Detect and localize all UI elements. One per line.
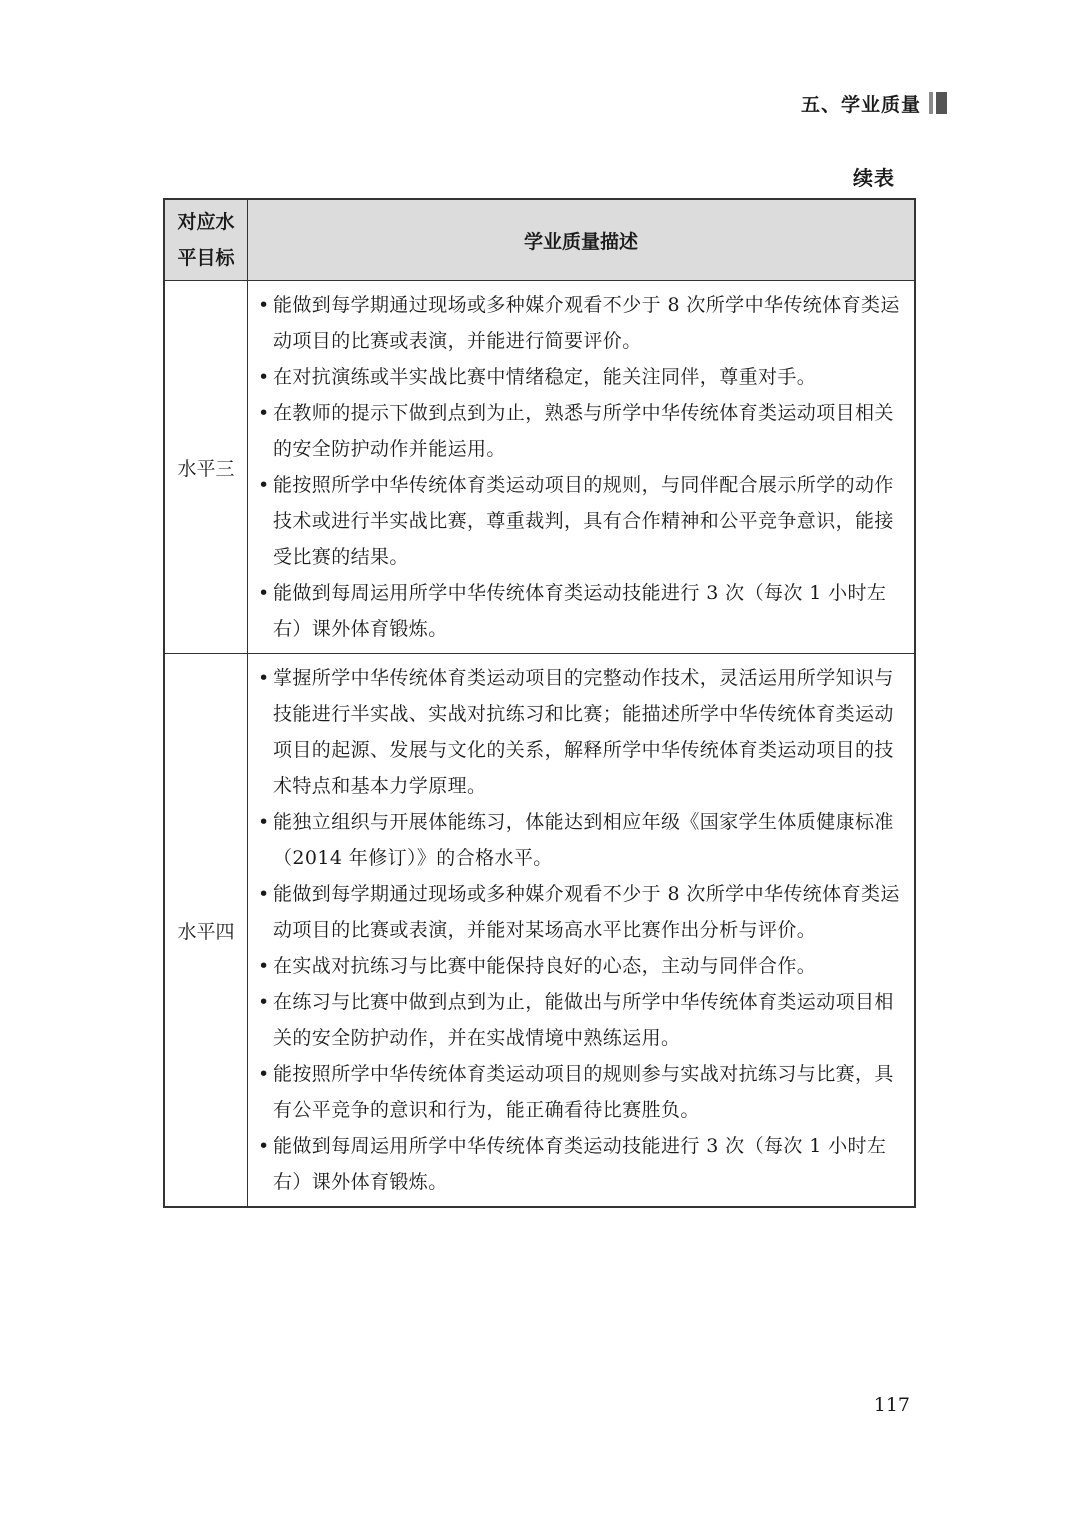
header-bar-icon	[929, 91, 947, 115]
bullet-icon: •	[258, 883, 270, 905]
description-cell	[248, 654, 916, 1208]
bullet-icon: •	[258, 991, 270, 1013]
level-cell: 水平三	[164, 281, 248, 654]
running-header	[801, 88, 947, 118]
bullet-icon: •	[258, 582, 270, 604]
list-item	[258, 876, 910, 948]
item-text: 能按照所学中华传统体育类运动项目的规则，与同伴配合展示所学的动作技术或进行半实战比赛，尊重裁判，具有合作精神和公平竞争意识，能接受比赛的结果。	[273, 474, 894, 568]
item-text: 在对抗演练或半实战比赛中情绪稳定，能关注同伴，尊重对手。	[273, 366, 817, 388]
item-text: 能独立组织与开展体能练习，体能达到相应年级《国家学生体质健康标准（2014 年修订）》的合格水平。	[273, 811, 894, 869]
bullet-icon: •	[258, 366, 270, 388]
bullet-icon: •	[258, 667, 270, 689]
list-item	[258, 287, 910, 359]
item-text: 能按照所学中华传统体育类运动项目的规则参与实战对抗练习与比赛，具有公平竞争的意识和行为，能正确看待比赛胜负。	[273, 1063, 894, 1121]
item-text: 在练习与比赛中做到点到为止，能做出与所学中华传统体育类运动项目相关的安全防护动作，并在实战情境中熟练运用。	[273, 991, 894, 1049]
list-item	[258, 467, 910, 575]
table-caption: 续表	[853, 166, 895, 190]
list-item	[258, 660, 910, 804]
table-header-row	[164, 199, 915, 281]
list-item	[258, 1056, 910, 1128]
bullet-icon: •	[258, 955, 270, 977]
table-row	[164, 281, 915, 654]
item-text: 在教师的提示下做到点到为止，熟悉与所学中华传统体育类运动项目相关的安全防护动作并能运用。	[273, 402, 894, 460]
bullet-icon: •	[258, 811, 270, 833]
bullet-icon: •	[258, 1063, 270, 1085]
table-row	[164, 654, 915, 1208]
header-level-line2: 平目标	[177, 247, 235, 269]
header-description: 学业质量描述	[248, 199, 916, 281]
header-level-line1: 对应水	[177, 211, 235, 233]
quality-table	[163, 198, 916, 1208]
item-text: 掌握所学中华传统体育类运动项目的完整动作技术，灵活运用所学知识与技能进行半实战、实战对抗练习和比赛；能描述所学中华传统体育类运动项目的起源、发展与文化的关系，解释所学中华传统体育类运动项目的技术特点和基本力学原理。	[273, 667, 894, 797]
item-text: 能做到每周运用所学中华传统体育类运动技能进行 3 次（每次 1 小时左右）课外体育锻炼。	[273, 1135, 887, 1193]
bullet-icon: •	[258, 1135, 270, 1157]
item-text: 能做到每学期通过现场或多种媒介观看不少于 8 次所学中华传统体育类运动项目的比赛或表演，并能进行简要评价。	[273, 294, 900, 352]
bullet-icon: •	[258, 474, 270, 496]
list-item	[258, 359, 910, 395]
bullet-icon: •	[258, 402, 270, 424]
list-item	[258, 984, 910, 1056]
item-text: 能做到每学期通过现场或多种媒介观看不少于 8 次所学中华传统体育类运动项目的比赛或表演，并能对某场高水平比赛作出分析与评价。	[273, 883, 900, 941]
list-item	[258, 948, 910, 984]
bullet-icon: •	[258, 294, 270, 316]
item-text: 在实战对抗练习与比赛中能保持良好的心态，主动与同伴合作。	[273, 955, 817, 977]
header-bar-thick	[936, 92, 947, 114]
header-bar-thin	[929, 92, 933, 114]
level-cell: 水平四	[164, 654, 248, 1208]
list-item	[258, 1128, 910, 1200]
list-item	[258, 395, 910, 467]
list-item	[258, 804, 910, 876]
page-number: 117	[873, 1394, 910, 1416]
list-item	[258, 575, 910, 647]
header-level	[164, 199, 248, 281]
section-title: 五、学业质量	[800, 93, 921, 116]
description-cell	[248, 281, 916, 654]
item-text: 能做到每周运用所学中华传统体育类运动技能进行 3 次（每次 1 小时左右）课外体育锻炼。	[273, 582, 887, 640]
